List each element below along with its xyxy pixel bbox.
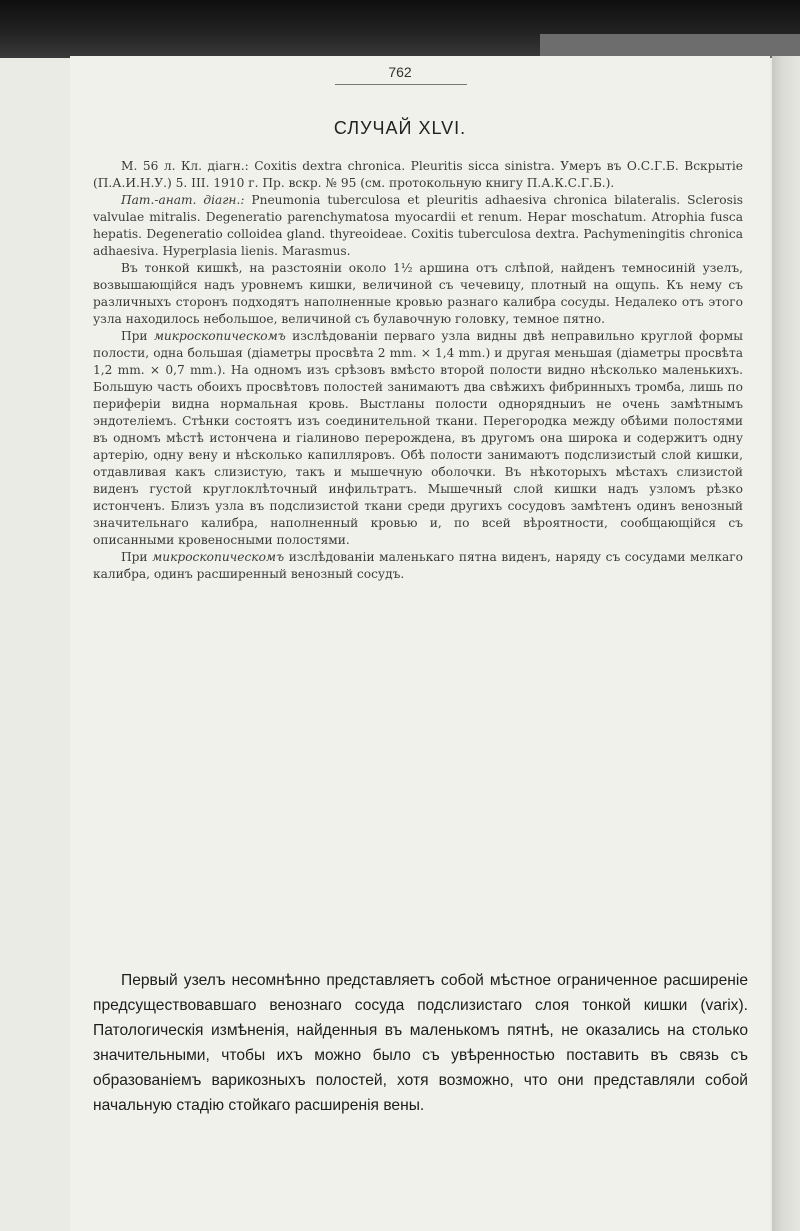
conclusion-text: Первый узелъ несомнѣнно представляетъ собой мѣстное ограниченное расширеніе предсуществовавшаго венознаго сосуда подслизистаго слоя тонкой кишки (varix). Патологическія измѣненія, найденныя въ маленькомъ пятнѣ, не оказались на столько значительными, чтобы ихъ можно было съ увѣренностью поставить въ связь съ образованіемъ варикозныхъ полостей, хотя возможно, что они представляли собой начальную стадію стойкаго расширенія вены. [93,972,748,1114]
paragraph-pathology: Пат.-анат. діагн.: Pneumonia tuberculosa et pleuritis adhaesiva chronica bilateralis. Sclerosis valvulae mitralis. Degeneratio parenchymatosa myocardii et renum. Hepar moschatum. Atrophia fusca hepatis. Degeneratio colloidea gland. thyreoideae. Coxitis tuberculosa dextra. Pachymeningitis chronica adhaesiva. Hyperplasia lienis. Marasmus. [93,193,743,258]
page-number-rule [335,84,467,85]
paragraph-microscopy-node: При микроскопическомъ изслѣдованіи перваго узла видны двѣ неправильно круглой формы полости, одна большая (діаметры просвѣта 2 mm. × 1,4 mm.) и другая меньшая (діаметры просвѣта 1,2 mm. × 0,7 mm.). На одномъ изъ срѣзовъ вмѣсто второй полости видно нѣсколько маленькихъ. Большую часть обоихъ просвѣтовъ полостей занимаютъ два свѣжихъ фибринныхъ тромба, лишь по периферіи видна нормальная кровь. Выстланы полости однорядныиъ не очень замѣтнымъ эндотеліемъ. Стѣнки состоятъ изъ соединительной ткани. Перегородка между обѣими полостями въ одномъ мѣстѣ истончена и гіалиново перерождена, въ другомъ она широка и содержитъ одну артерію, одну вену и нѣсколько капилляровъ. Обѣ полости занимаютъ подслизистый слой кишки, отдавливая какъ слизистую, такъ и мышечную оболочки. Въ нѣкоторыхъ мѣстахъ слизистой виденъ густой круглоклѣточный инфильтратъ. Мышечный слой кишки надъ узломъ рѣзко истонченъ. Близъ узла въ подслизистой ткани среди другихъ сосудовъ замѣтенъ одинъ венозный значительнаго калибра, наполненный кровью и, по всей вѣроятности, сообщающійся съ описанными кровеносными полостями. [93,329,743,547]
page-number: 762 [388,64,412,80]
conclusion [93,968,748,1118]
facing-page-edge [772,56,800,1231]
paragraph-gross-findings: Въ тонкой кишкѣ, на разстояніи около 1½ аршина отъ слѣпой, найденъ темносиній узелъ, возвышающійся надъ уровнемъ кишки, величиной съ чечевицу, плотный на ощупь. Къ нему съ различныхъ сторонъ подходятъ наполненные кровью разнаго калибра сосуды. Недалеко отъ этого узла находилось небольшое, величиной съ булавочную головку, темное пятно. [93,261,743,326]
paragraph-clinical: М. 56 л. Кл. діагн.: Coxitis dextra chronica. Pleuritis sicca sinistra. Умеръ въ О.С.Г.Б. Вскрытіе (П.А.И.Н.У.) 5. III. 1910 г. Пр. вскр. № 95 (см. протокольную книгу П.А.К.С.Г.Б.). [93,159,743,190]
paragraph-microscopy-spot: При микроскопическомъ изслѣдованіи маленькаго пятна виденъ, наряду съ сосудами мелкаго калибра, одинъ расширенный венозный сосудъ. [93,550,743,581]
scan-gray-band [540,34,800,58]
case-description [93,158,743,583]
case-title: СЛУЧАЙ XLVI. [333,118,467,138]
